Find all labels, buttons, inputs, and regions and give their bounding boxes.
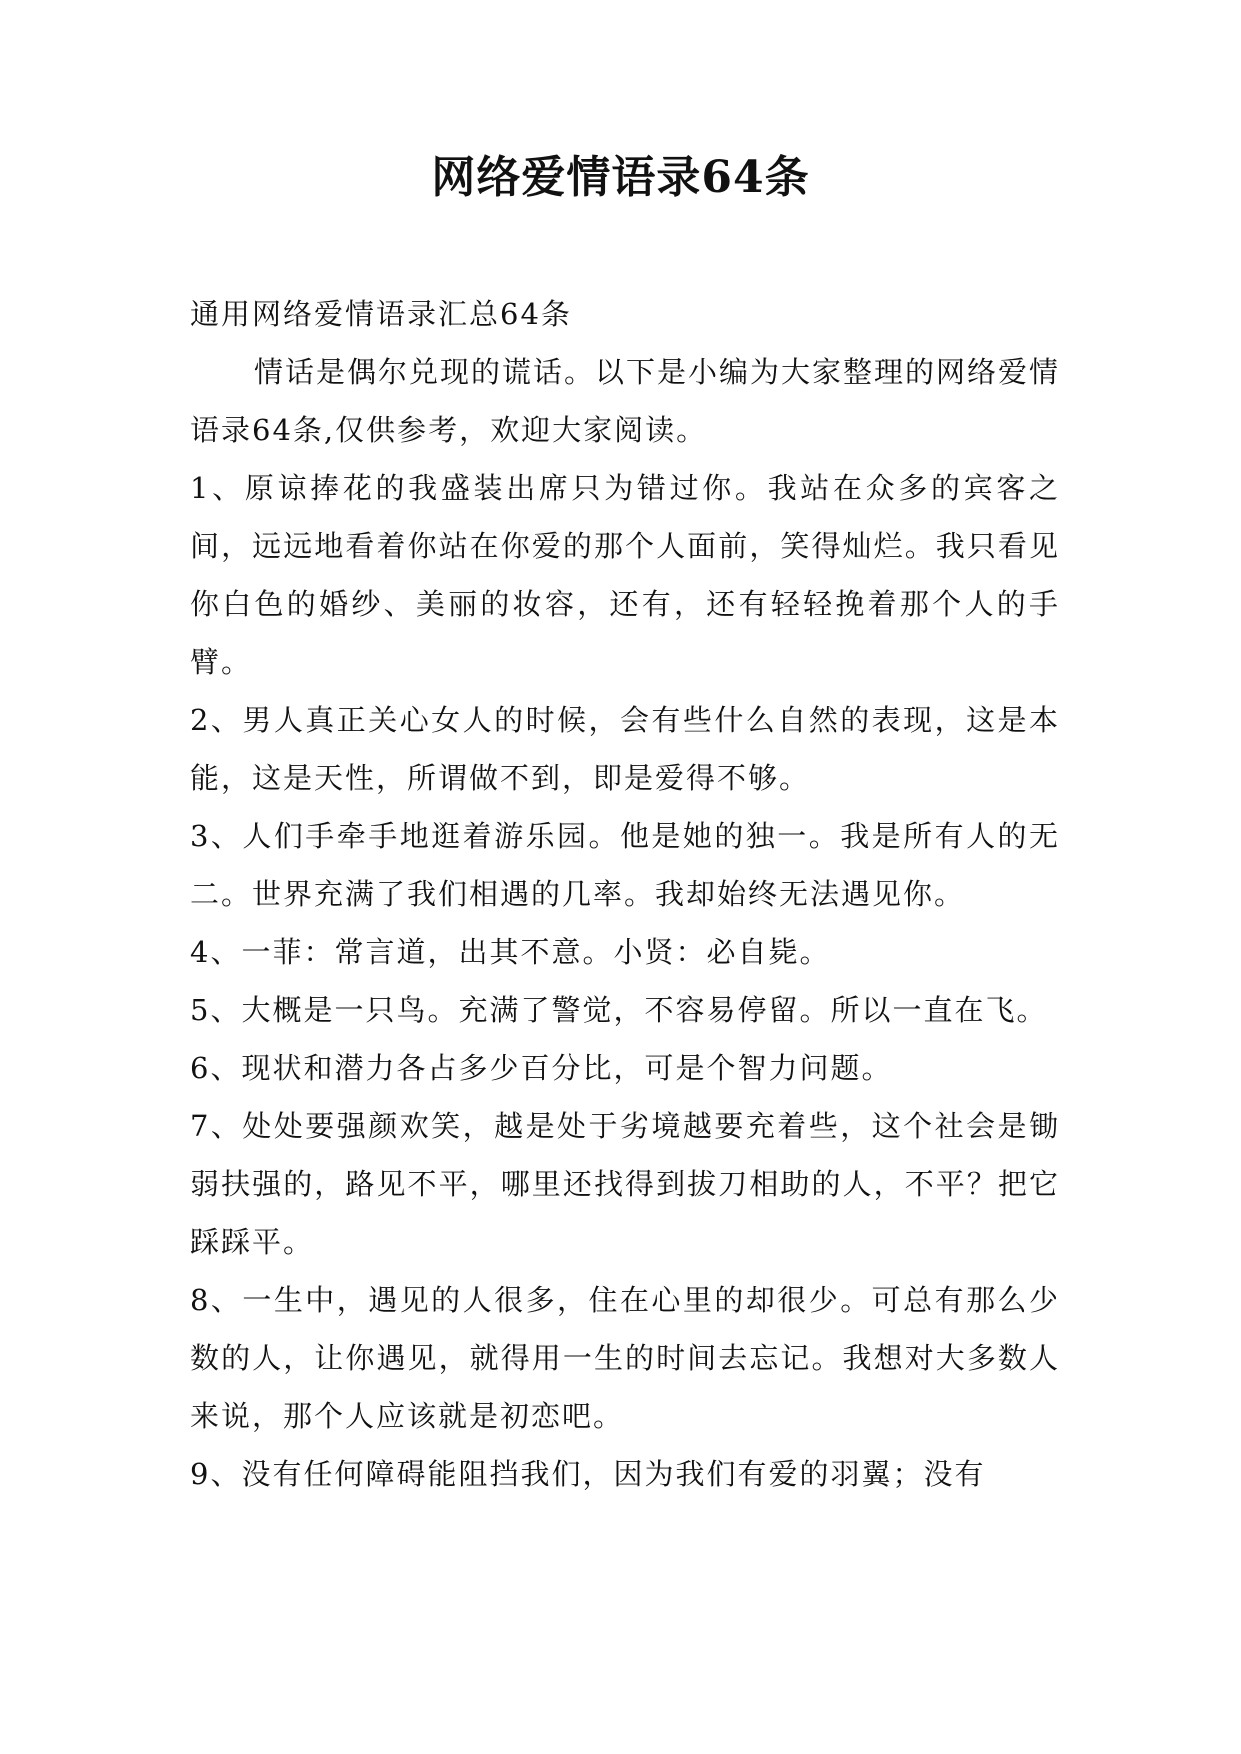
intro-paragraph: 情话是偶尔兑现的谎话。以下是小编为大家整理的网络爱情语录64条,仅供参考，欢迎大家阅读。 bbox=[190, 355, 1061, 447]
list-item: 4、一菲：常言道，出其不意。小贤：必自毙。 bbox=[190, 935, 831, 969]
list-item: 9、没有任何障碍能阻挡我们，因为我们有爱的羽翼；没有 bbox=[190, 1457, 986, 1491]
list-item: 8、一生中，遇见的人很多，住在心里的却很少。可总有那么少数的人，让你遇见，就得用一生的时间去忘记。我想对大多数人来说，那个人应该就是初恋吧。 bbox=[190, 1283, 1060, 1433]
list-item: 2、男人真正关心女人的时候，会有些什么自然的表现，这是本能，这是天性，所谓做不到，即是爱得不够。 bbox=[190, 703, 1060, 795]
list-item: 3、人们手牵手地逛着游乐园。他是她的独一。我是所有人的无二。世界充满了我们相遇的几率。我却始终无法遇见你。 bbox=[190, 819, 1060, 911]
document-title: 网络爱情语录64条 bbox=[431, 152, 810, 203]
list-item: 1、原谅捧花的我盛装出席只为错过你。我站在众多的宾客之间，远远地看着你站在你爱的那个人面前，笑得灿烂。我只看见你白色的婚纱、美丽的妆容，还有，还有轻轻挽着那个人的手臂。 bbox=[190, 471, 1060, 679]
list-item: 5、大概是一只鸟。充满了警觉，不容易停留。所以一直在飞。 bbox=[190, 993, 1048, 1027]
list-item: 6、现状和潜力各占多少百分比，可是个智力问题。 bbox=[190, 1051, 893, 1085]
list-item: 7、处处要强颜欢笑，越是处于劣境越要充着些，这个社会是锄弱扶强的，路见不平，哪里还找得到拔刀相助的人，不平？把它踩踩平。 bbox=[190, 1109, 1060, 1259]
document-body bbox=[190, 285, 1060, 1503]
document-subtitle: 通用网络爱情语录汇总64条 bbox=[190, 297, 572, 331]
